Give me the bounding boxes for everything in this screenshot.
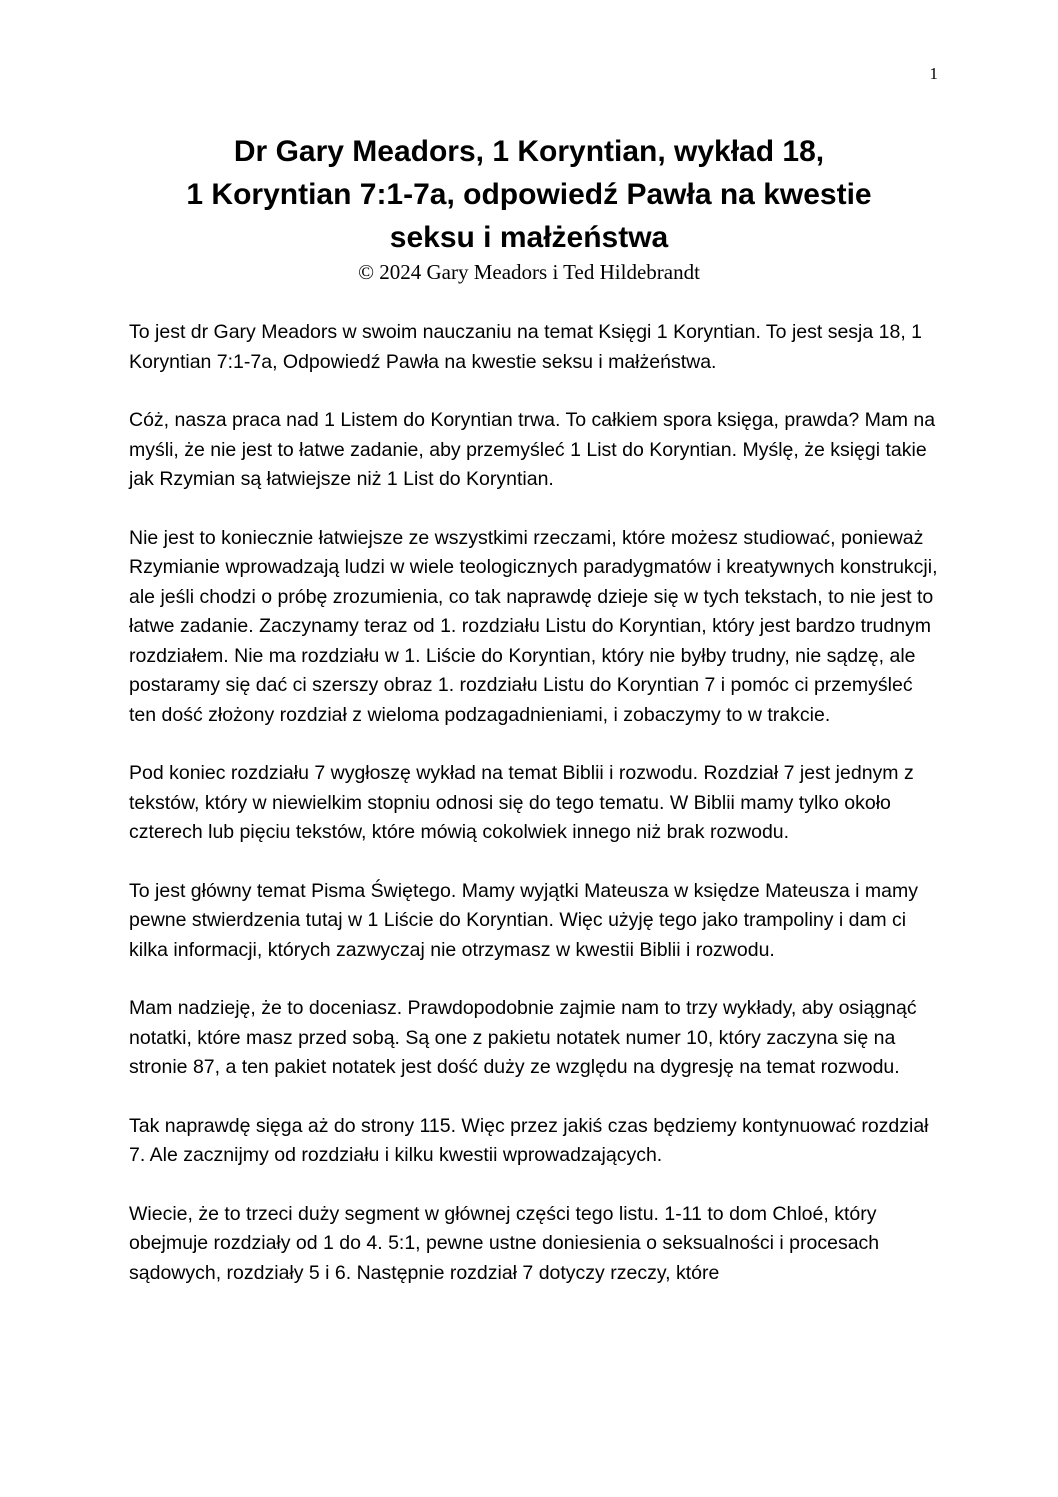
- copyright-notice: © 2024 Gary Meadors i Ted Hildebrandt: [358, 260, 700, 284]
- paragraph: Pod koniec rozdziału 7 wygłoszę wykład na temat Biblii i rozwodu. Rozdział 7 jest jednym z tekstów, który w niewielkim stopniu odnosi się do tego tematu. W Biblii mamy tylko około czterech lub pięciu tekstów, które mówią cokolwiek innego niż brak rozwodu.: [129, 762, 914, 843]
- paragraph: Tak naprawdę sięga aż do strony 115. Więc przez jakiś czas będziemy kontynuować rozdział 7. Ale zacznijmy od rozdziału i kilku kwestii wprowadzających.: [129, 1114, 929, 1166]
- paragraph: To jest główny temat Pisma Świętego. Mamy wyjątki Mateusza w księdze Mateusza i mamy pewne stwierdzenia tutaj w 1 Liście do Koryntian. Więc użyję tego jako trampoliny i dam ci kilka informacji, których zazwyczaj nie otrzymasz w kwestii Biblii i rozwodu.: [129, 879, 918, 961]
- paragraph: Nie jest to koniecznie łatwiejsze ze wszystkimi rzeczami, które możesz studiować, ponieważ Rzymianie wprowadzają ludzi w wiele teologicznych paradygmatów i kreatywnych konstrukcji, ale jeśli chodzi o próbę zrozumienia, co tak naprawdę dzieje się w tych tekstach, to nie jest to łatwe zadanie. Zaczynamy teraz od 1. rozdziału Listu do Koryntian, który jest bardzo trudnym rozdziałem. Nie ma rozdziału w 1. Liście do Koryntian, który nie byłby trudny, nie sądzę, ale postaramy się dać ci szerszy obraz 1. rozdziału Listu do Koryntian 7 i pomóc ci przemyśleć ten dość złożony rozdział z wieloma podzagadnieniami, i zobaczymy to w trakcie.: [129, 526, 938, 726]
- document-title: [100, 130, 958, 259]
- paragraph: To jest dr Gary Meadors w swoim nauczaniu na temat Księgi 1 Koryntian. To jest sesja 18, 1 Koryntian 7:1-7a, Odpowiedź Pawła na kwestie seksu i małżeństwa.: [129, 321, 923, 373]
- document-header: [100, 130, 958, 285]
- document-body: [129, 318, 941, 1317]
- title-line: Dr Gary Meadors, 1 Koryntian, wykład 18,: [233, 135, 825, 168]
- title-line: seksu i małżeństwa: [389, 221, 669, 254]
- page-number: 1: [929, 64, 938, 83]
- paragraph: Wiecie, że to trzeci duży segment w głównej części tego listu. 1-11 to dom Chloé, który obejmuje rozdziały od 1 do 4. 5:1, pewne ustne doniesienia o seksualności i procesach sądowych, rozdziały 5 i 6. Następnie rozdział 7 dotyczy rzeczy, które: [129, 1202, 880, 1284]
- paragraph: Cóż, nasza praca nad 1 Listem do Koryntian trwa. To całkiem spora księga, prawda? Mam na myśli, że nie jest to łatwe zadanie, aby przemyśleć 1 List do Koryntian. Myślę, że księgi takie jak Rzymian są łatwiejsze niż 1 List do Koryntian.: [129, 409, 936, 490]
- paragraph: Mam nadzieję, że to doceniasz. Prawdopodobnie zajmie nam to trzy wykłady, aby osiągnąć notatki, które masz przed sobą. Są one z pakietu notatek numer 10, który zaczyna się na stronie 87, a ten pakiet notatek jest dość duży ze względu na dygresję na temat rozwodu.: [129, 997, 917, 1078]
- title-line: 1 Koryntian 7:1-7a, odpowiedź Pawła na kwestie: [186, 178, 872, 211]
